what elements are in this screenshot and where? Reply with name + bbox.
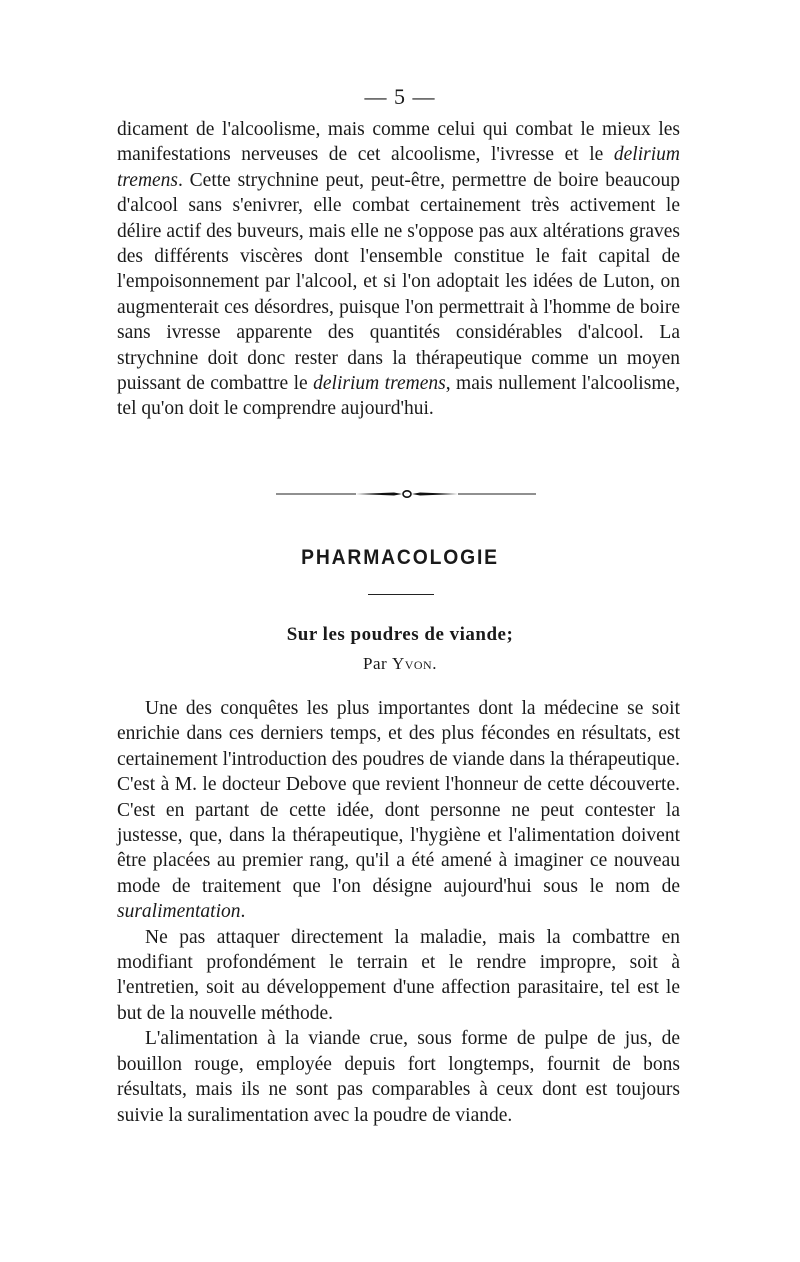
byline-author: Yvon.: [391, 654, 437, 673]
divider-center-loop: [403, 491, 411, 497]
body-paragraph-1-italic: suralimentation: [117, 901, 241, 923]
ornamental-divider: [276, 486, 536, 502]
article-title: Sur les poudres de viande;: [286, 624, 514, 645]
article-byline: [0, 654, 800, 674]
body-paragraph-3: L'alimentation à la viande crue, sous forme de pulpe de jus, de bouillon rouge, employée depuis fort longtemps, fournit de bons résultats, mais ils ne sont pas comparables à ceux dont est toujours suivie la suralimentation avec la poudre de viande.: [117, 1028, 680, 1126]
page-number: — 5 —: [364, 84, 436, 109]
body-paragraph-1-text: Une des conquêtes les plus importantes dont la médecine se soit enrichie dans ces derniers temps, et des plus fécondes en résultats, est certainement l'introduction des poudres de viande dans la thérapeutique. C'est à M. le docteur Debove que revient l'honneur de cette découverte. C'est en partant de cette idée, dont personne ne peut contester la justesse, que, dans la thérapeutique, l'hygiène et l'alimentation doivent être placées au premier rang, qu'il a été amené à imaginer ce nouveau mode de traitement que l'on désigne aujourd'hui sous le nom de: [117, 698, 680, 897]
top-paragraph: [117, 117, 680, 422]
body-paragraph-1: [117, 696, 680, 925]
divider-flourish-left: [356, 493, 402, 496]
top-paragraph-text-2: . Cette strychnine peut, peut-être, permettre de boire beaucoup d'alcool sans s'enivrer, elle combat certainement très activement le délire actif des buveurs, mais elle ne s'oppose pas aux altérations graves des différents viscères dont l'ensemble constitue le fait capital de l'empoisonnement par l'alcool, et si l'on adoptait les idées de Luton, on augmenterait ces désordres, puisque l'on permettrait à l'homme de boire sans ivresse apparente des quantités considérables d'alcool. La strychnine doit donc rester dans la thérapeutique comme un moyen puissant de combattre le: [117, 169, 680, 395]
top-paragraph-text-1: dicament de l'alcoolisme, mais comme celui qui combat le mieux les manifestations nerveuses de cet alcoolisme, l'ivresse et le: [117, 119, 680, 166]
section-title: PHARMACOLOGIE: [301, 546, 499, 569]
divider-flourish-right: [412, 493, 458, 496]
body-paragraph-1-end: .: [240, 901, 246, 923]
section-title-rule: [368, 594, 434, 595]
top-paragraph-block: [117, 117, 680, 422]
top-paragraph-text-3: , mais nullement l'alcoolisme, tel qu'on doit le comprendre aujourd'hui.: [117, 373, 681, 420]
top-paragraph-italic-1: delirium tremens: [117, 144, 680, 191]
article-body: [117, 696, 680, 1128]
byline-prefix: Par: [363, 654, 392, 673]
top-paragraph-italic-2: delirium tremens: [313, 373, 446, 395]
body-paragraph-2: Ne pas attaquer directement la maladie, mais la combattre en modifiant profondément le terrain et le rendre impropre, soit à l'entretien, soit au développement d'une affection parasitaire, tel est le but de la nouvelle méthode.: [117, 926, 680, 1024]
